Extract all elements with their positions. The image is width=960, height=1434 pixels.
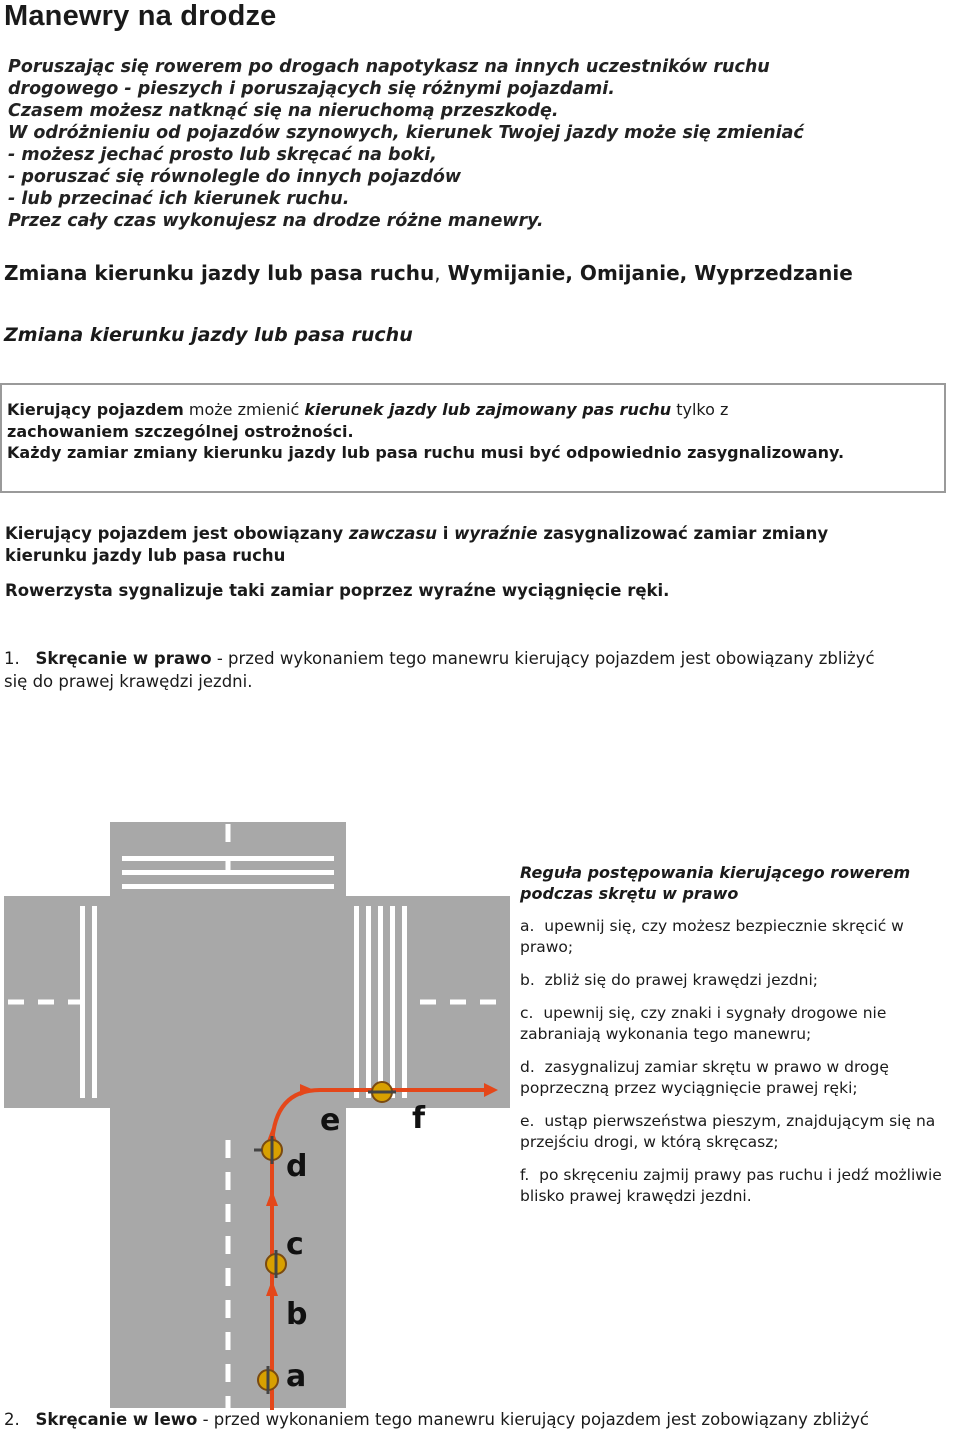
topic-separator: ,	[434, 261, 441, 285]
rule-text: upewnij się, czy znaki i sygnały drogowe nie zabraniają wykonania tego manewru;	[520, 1004, 887, 1043]
intro-line: W odróżnieniu od pojazdów szynowych, kierunek Twojej jazdy może się zmieniać	[8, 123, 804, 143]
box-text: może zmienić	[183, 400, 305, 419]
item-title: Skręcanie w lewo	[35, 1410, 198, 1429]
label-c: c	[286, 1227, 304, 1262]
topic-list: Wymijanie, Omijanie, Wyprzedzanie	[440, 261, 853, 285]
signal-text: i	[436, 524, 455, 543]
rule-title: Reguła postępowania kierującego rowerem podczas skrętu w prawo	[520, 863, 911, 903]
rule-letter: f.	[520, 1166, 530, 1184]
box-text-bold: zachowaniem szczególnej ostrożności.	[7, 421, 354, 441]
item-left-turn	[4, 1410, 869, 1429]
signal-text: zasygnalizować zamiar zmiany	[537, 524, 829, 543]
rule-item	[520, 1165, 950, 1207]
rule-box	[0, 383, 946, 493]
rule-text: po skręceniu zajmij prawy pas ruchu i jedź możliwie blisko prawej krawędzi jezdni.	[520, 1166, 942, 1205]
topic-link[interactable]: Zmiana kierunku jazdy lub pasa ruchu	[4, 261, 435, 285]
rule-letter: d.	[520, 1058, 535, 1076]
signal-italic: wyraźnie	[454, 524, 538, 543]
item-text: się do prawej krawędzi jezdni.	[4, 671, 253, 691]
rule-letter: e.	[520, 1112, 535, 1130]
box-text-bold-italic: kierunek jazdy lub zajmowany pas ruchu	[304, 400, 672, 419]
rule-panel	[520, 862, 950, 1219]
rule-letter: c.	[520, 1004, 534, 1022]
signal-italic: zawczasu	[348, 524, 437, 543]
label-d: d	[286, 1149, 308, 1184]
label-e: e	[320, 1103, 341, 1138]
label-f: f	[412, 1101, 426, 1136]
intro-line: - możesz jechać prosto lub skręcać na boki,	[8, 145, 437, 165]
intro-line: - poruszać się równolegle do innych pojazdów	[8, 167, 462, 187]
rule-text: zasygnalizuj zamiar skrętu w prawo w drogę poprzeczną przez wyciągnięcie prawej ręki;	[520, 1058, 889, 1097]
label-a: a	[286, 1359, 307, 1394]
item-text: - przed wykonaniem tego manewru kierujący pojazdem jest obowiązany zbliżyć	[211, 649, 875, 668]
cyclist-paragraph: Rowerzysta sygnalizuje taki zamiar poprzez wyraźne wyciągnięcie ręki.	[5, 581, 670, 600]
rule-text: upewnij się, czy możesz bezpiecznie skręcić w prawo;	[520, 917, 904, 956]
box-text: tylko z	[671, 400, 729, 419]
item-number: 1.	[4, 649, 20, 668]
item-right-turn	[4, 648, 958, 693]
intro-line: Przez cały czas wykonujesz na drodze różne manewry.	[8, 211, 544, 231]
signal-text: Kierujący pojazdem jest obowiązany	[5, 524, 349, 543]
rule-item	[520, 1057, 950, 1099]
rule-item	[520, 916, 950, 958]
rule-text: zbliż się do prawej krawędzi jezdni;	[544, 971, 818, 989]
signal-text: kierunku jazdy lub pasa ruchu	[5, 546, 286, 565]
box-text-bold: Kierujący pojazdem	[7, 400, 184, 419]
item-title: Skręcanie w prawo	[35, 649, 212, 668]
item-text: - przed wykonaniem tego manewru kierujący pojazdem jest zobowiązany zbliżyć	[197, 1410, 869, 1429]
section-heading: Zmiana kierunku jazdy lub pasa ruchu	[4, 324, 413, 346]
signal-paragraph	[5, 523, 950, 567]
rule-letter: b.	[520, 971, 535, 989]
intersection-svg	[0, 810, 510, 1410]
intro-paragraph	[8, 56, 948, 232]
crosswalk-top	[122, 856, 334, 889]
rule-box-line2: Każdy zamiar zmiany kierunku jazdy lub pasa ruchu musi być odpowiednio zasygnalizowany.	[7, 443, 845, 462]
topics-heading	[4, 261, 853, 285]
rule-box-text	[7, 399, 940, 442]
right-turn-diagram	[0, 810, 510, 1410]
item-number: 2.	[4, 1410, 20, 1429]
rule-text: ustąp pierwszeństwa pieszym, znajdującym się na przejściu drogi, w którą skręcasz;	[520, 1112, 936, 1151]
intro-line: - lub przecinać ich kierunek ruchu.	[8, 189, 350, 209]
intro-line: Poruszając się rowerem po drogach napotykasz na innych uczestników ruchu	[8, 57, 770, 77]
intro-line: Czasem możesz natknąć się na nieruchomą przeszkodę.	[8, 101, 559, 121]
rule-letter: a.	[520, 917, 535, 935]
rule-item	[520, 1111, 950, 1153]
rule-item	[520, 970, 950, 991]
intro-line: drogowego - pieszych i poruszających się różnymi pojazdami.	[8, 79, 615, 99]
page-title: Manewry na drodze	[4, 0, 277, 32]
label-b: b	[286, 1297, 308, 1332]
rule-item	[520, 1003, 950, 1045]
